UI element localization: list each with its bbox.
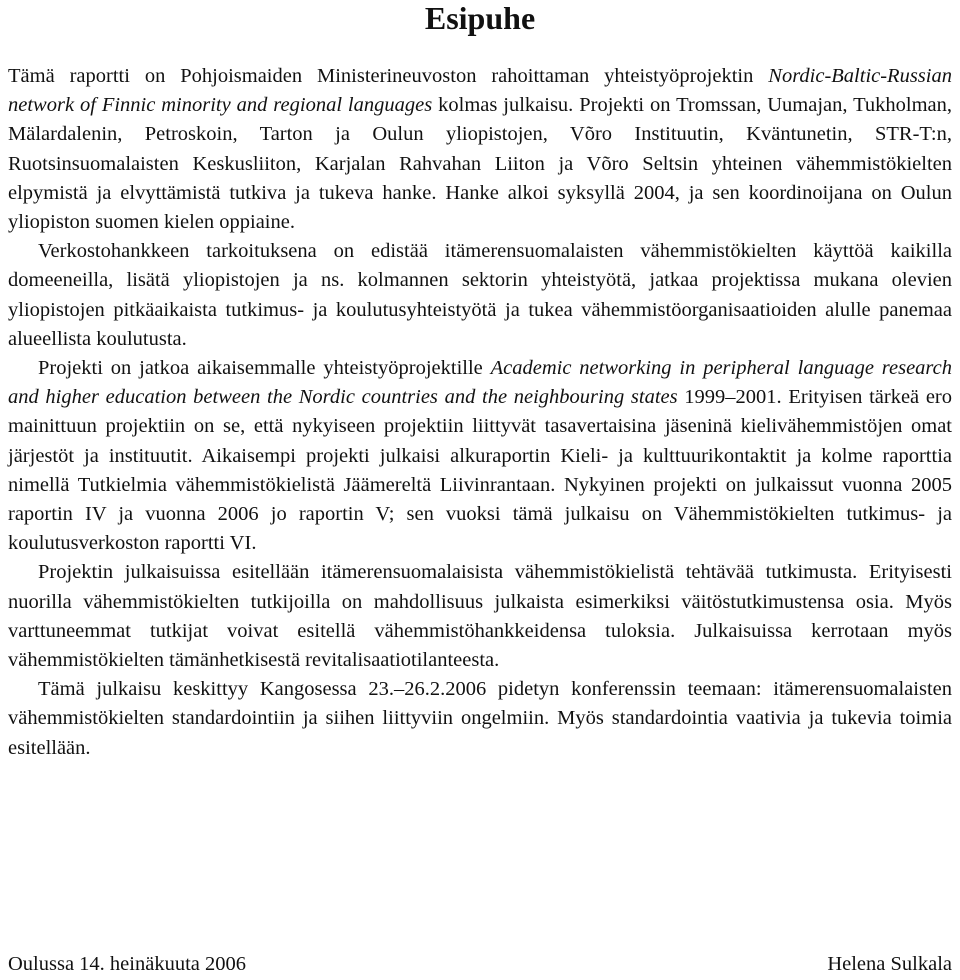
document-body	[8, 62, 952, 763]
paragraph-text: Tämä julkaisu keskittyy Kangosessa 23.–26.2.2006 pidetyn konferenssin teemaan: itämerensuomalaisten vähemmistökielten standardointiin ja siihen liittyviin ongelmiin. Myös standardointia vaativia ja tukevia toimia esitellään.	[8, 678, 952, 759]
paragraph-p2	[8, 237, 952, 354]
paragraph-text: kolmas julkaisu. Projekti on Tromssan, Uumajan, Tukholman, Mälardalenin, Petroskoin, Tarton ja Oulun yliopistojen, Võro Instituutin, Kväntunetin, STR-T:n, Ruotsinsuomalaisten Keskusliiton, Karjalan Rahvahan Liiton ja Võro Seltsin yhteinen vähemmistökielten elpymistä ja elvyttämistä tutkiva ja tukeva hanke. Hanke alkoi syksyllä 2004, ja sen koordinoijana on Oulun yliopiston suomen kielen oppiaine.	[8, 94, 952, 234]
paragraph-p4	[8, 558, 952, 675]
paragraph-p1	[8, 62, 952, 237]
italic-project-title: Nordic-Baltic-Russian network of Finnic minority and regional languages	[8, 65, 952, 117]
paragraph-p3	[8, 354, 952, 558]
signature-line	[8, 950, 952, 980]
paragraph-text: 1999–2001. Erityisen tärkeä ero mainittuun projektiin on se, että nykyiseen projektiin liittyvät tasavertaisina jäseninä kielivähemmistöjen omat järjestöt ja instituutit. Aikaisempi projekti julkaisi alkuraportin Kieli- ja kulttuurikontaktit ja kolme raporttia nimellä Tutkielmia vähemmistökielistä Jäämereltä Liivinrantaan. Nykyinen projekti on julkaissut vuonna 2005 raportin IV ja vuonna 2006 jo raportin V; sen vuoksi tämä julkaisu on Vähemmistökielten tutkimus- ja koulutusverkoston raportti VI.	[8, 386, 952, 555]
paragraph-text: Projekti on jatkoa aikaisemmalle yhteistyöprojektille	[38, 357, 491, 380]
paragraph-text: Verkostohankkeen tarkoituksena on edistää itämerensuomalaisten vähemmistökielten käyttöä kaikilla domeeneilla, lisätä yliopistojen ja ns. kolmannen sektorin yhteistyötä, jatkaa projektissa mukana olevien yliopistojen pitkäaikaista tutkimus- ja koulutusyhteistyötä ja tukea vähemmistöorganisaatioiden alulle panemaa alueellista koulutusta.	[8, 240, 952, 350]
paragraph-text: Projektin julkaisuissa esitellään itämerensuomalaisista vähemmistökielistä tehtävää tutkimusta. Erityisesti nuorilla vähemmistökielten tutkijoilla on mahdollisuus julkaista esimerkiksi väitöstutkimustensa osia. Myös varttuneemmat tutkijat voivat esitellä vähemmistöhankkeidensa tuloksia. Julkaisuissa kerrotaan myös vähemmistökielten tämänhetkisestä revitalisaatiotilanteesta.	[8, 561, 952, 672]
italic-project-title: Academic networking in peripheral language research and higher education between the Nordic countries and the neighbouring states	[8, 357, 952, 409]
signature-place-date: Oulussa 14. heinäkuuta 2006	[8, 953, 246, 975]
signature-author: Helena Sulkala	[827, 953, 952, 975]
paragraph-text: Tämä raportti on Pohjoismaiden Ministerineuvoston rahoittaman yhteistyöprojektin	[8, 65, 769, 87]
document-title: Esipuhe	[424, 0, 536, 36]
paragraph-p5	[8, 675, 952, 763]
